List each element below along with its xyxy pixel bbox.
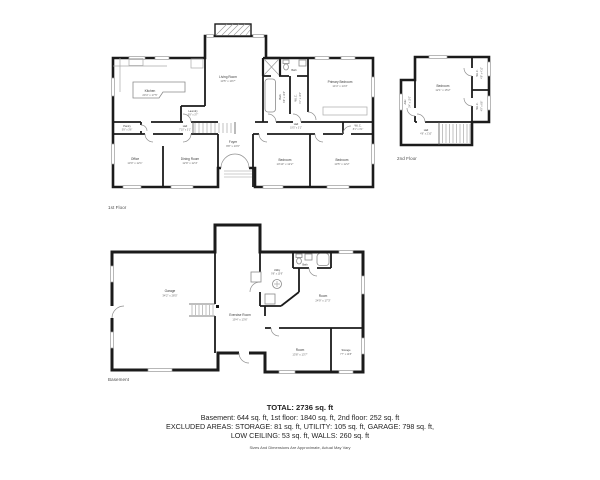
appliance [251, 272, 261, 282]
room-dims-exercise: 19'4" x 13'6" [232, 317, 248, 322]
room-label-hall: Hall [293, 123, 299, 126]
room-dims-laundry: 5'8" x 3'7" [187, 113, 199, 117]
room-dims-hall-stairs: 7'10" x 3'1" [179, 128, 191, 132]
summary-total: TOTAL: 2736 sq. ft [266, 403, 334, 412]
room-dims-storage: 7'7" x 10'8" [340, 353, 352, 356]
room-dims-attic: 3'4" x 10'0" [408, 96, 412, 108]
appliance2 [265, 294, 275, 304]
room-label-utility: Utility [273, 269, 281, 272]
room-dims-bath: 6'8" x 10'8" [283, 91, 286, 103]
room-label-living: Living Room [219, 75, 237, 79]
room-label-room-sm: Room [295, 348, 305, 352]
room-label-kitchen: Kitchen [144, 89, 156, 93]
room-label-storage: Storage [341, 349, 351, 352]
room-label-attic: Attic [404, 99, 407, 105]
room-dims-bedroom2: 13'5" x 12'2" [334, 162, 350, 166]
room-dims-wic-top: 4'9" x 4'10" [480, 67, 484, 79]
second-floor-svg [397, 50, 492, 150]
room-label-dining: Dining Room [180, 157, 200, 161]
room-dims-utility: 9'6" x 10'9" [271, 272, 283, 276]
first-floor-label: 1st Floor [108, 205, 127, 210]
room-label-garage: Garage [164, 289, 176, 293]
summary-excluded-line2: LOW CEILING: 53 sq. ft, WALLS: 260 sq. ft [230, 431, 370, 441]
room-label-wic: W.I.C. [294, 94, 298, 102]
room-label-office: Office [130, 157, 140, 161]
room-dims-pantry: 5'8" x 3'6" [121, 128, 133, 132]
room-dims-wic-bottom: 4'9" x 6'8" [480, 100, 484, 112]
room-label-bedroom2: Bedroom [335, 158, 349, 162]
room-label-laundry: Laundry [188, 110, 198, 113]
room-dims-dining: 12'9" x 12'4" [182, 161, 198, 165]
room-label-wic2: W.I.C. [354, 124, 362, 128]
room-label-exercise: Exercise Room [229, 313, 251, 317]
room-label-wic-top: W.I.C. [476, 69, 479, 77]
room-dims-wic: 4'1" x 10'0" [299, 92, 302, 104]
room-dims-room-lg: 24'9" x 17'3" [315, 298, 331, 303]
room-dims-wic2: 8'1" x 3'1" [352, 128, 364, 131]
summary-disclaimer: Sizes And Dimensions Are Approximate, Actual May Vary [249, 444, 351, 450]
room-label-room-lg: Room [318, 294, 328, 298]
shower-b [317, 254, 329, 266]
room-dims-primary: 14'4" x 14'3" [332, 84, 348, 88]
room-label-pantry: Pantry [123, 125, 131, 128]
first-floor-svg [103, 22, 375, 192]
sink [299, 60, 306, 66]
room-dims-bedroom: 12'1" x 15'2" [435, 88, 451, 92]
bathtub [265, 79, 276, 112]
toilet-tank-b [296, 254, 302, 258]
room-dims-foyer: 9'8" x 10'6" [226, 144, 240, 148]
area-summary [0, 403, 600, 450]
room-label-foyer: Foyer [228, 140, 238, 144]
room-label-hall2: Hall [423, 129, 429, 132]
summary-excluded-line1: EXCLUDED AREAS: STORAGE: 81 sq. ft, UTILITY: 105 sq. ft, GARAGE: 798 sq. ft, [166, 422, 434, 431]
room-label-bath2: Bath [291, 69, 297, 72]
room-label-hall-stairs: Hall [182, 125, 188, 128]
room-label-bath: Bath [279, 94, 282, 100]
room-label-bath-b: Bath [302, 263, 308, 267]
toilet-tank [283, 60, 289, 64]
room-dims-bedroom1: 10'10" x 12'2" [276, 162, 294, 166]
room-dims-hall: 19'5" x 3'1" [290, 126, 302, 130]
second-floor-label: 2nd Floor [397, 156, 417, 161]
sink-b [305, 254, 312, 260]
room-dims-garage: 34'2" x 28'5" [162, 293, 178, 298]
room-dims-office: 13'0" x 12'1" [127, 161, 143, 165]
post [216, 305, 219, 308]
room-label-bedroom: Bedroom [436, 84, 450, 88]
summary-floors-line: Basement: 644 sq. ft, 1st floor: 1840 sq. ft, 2nd floor: 252 sq. ft [200, 412, 400, 422]
room-dims-room-sm: 13'8" x 13'7" [292, 352, 308, 357]
toilet-b [297, 258, 302, 264]
room-dims-kitchen: 20'4" x 17'5" [142, 93, 158, 97]
room-label-wic-bottom: W.I.C. [476, 102, 479, 110]
room-label-primary: Primary Bedroom [327, 80, 353, 84]
entry-steps [224, 171, 252, 177]
room-dims-hall2: 4'6" x 2'10" [420, 132, 432, 136]
basement-svg [103, 220, 383, 385]
room-dims-living: 13'5" x 19'7" [220, 79, 236, 83]
toilet [284, 64, 289, 70]
basement-label: Basement [108, 377, 130, 382]
room-label-bedroom1: Bedroom [278, 158, 292, 162]
